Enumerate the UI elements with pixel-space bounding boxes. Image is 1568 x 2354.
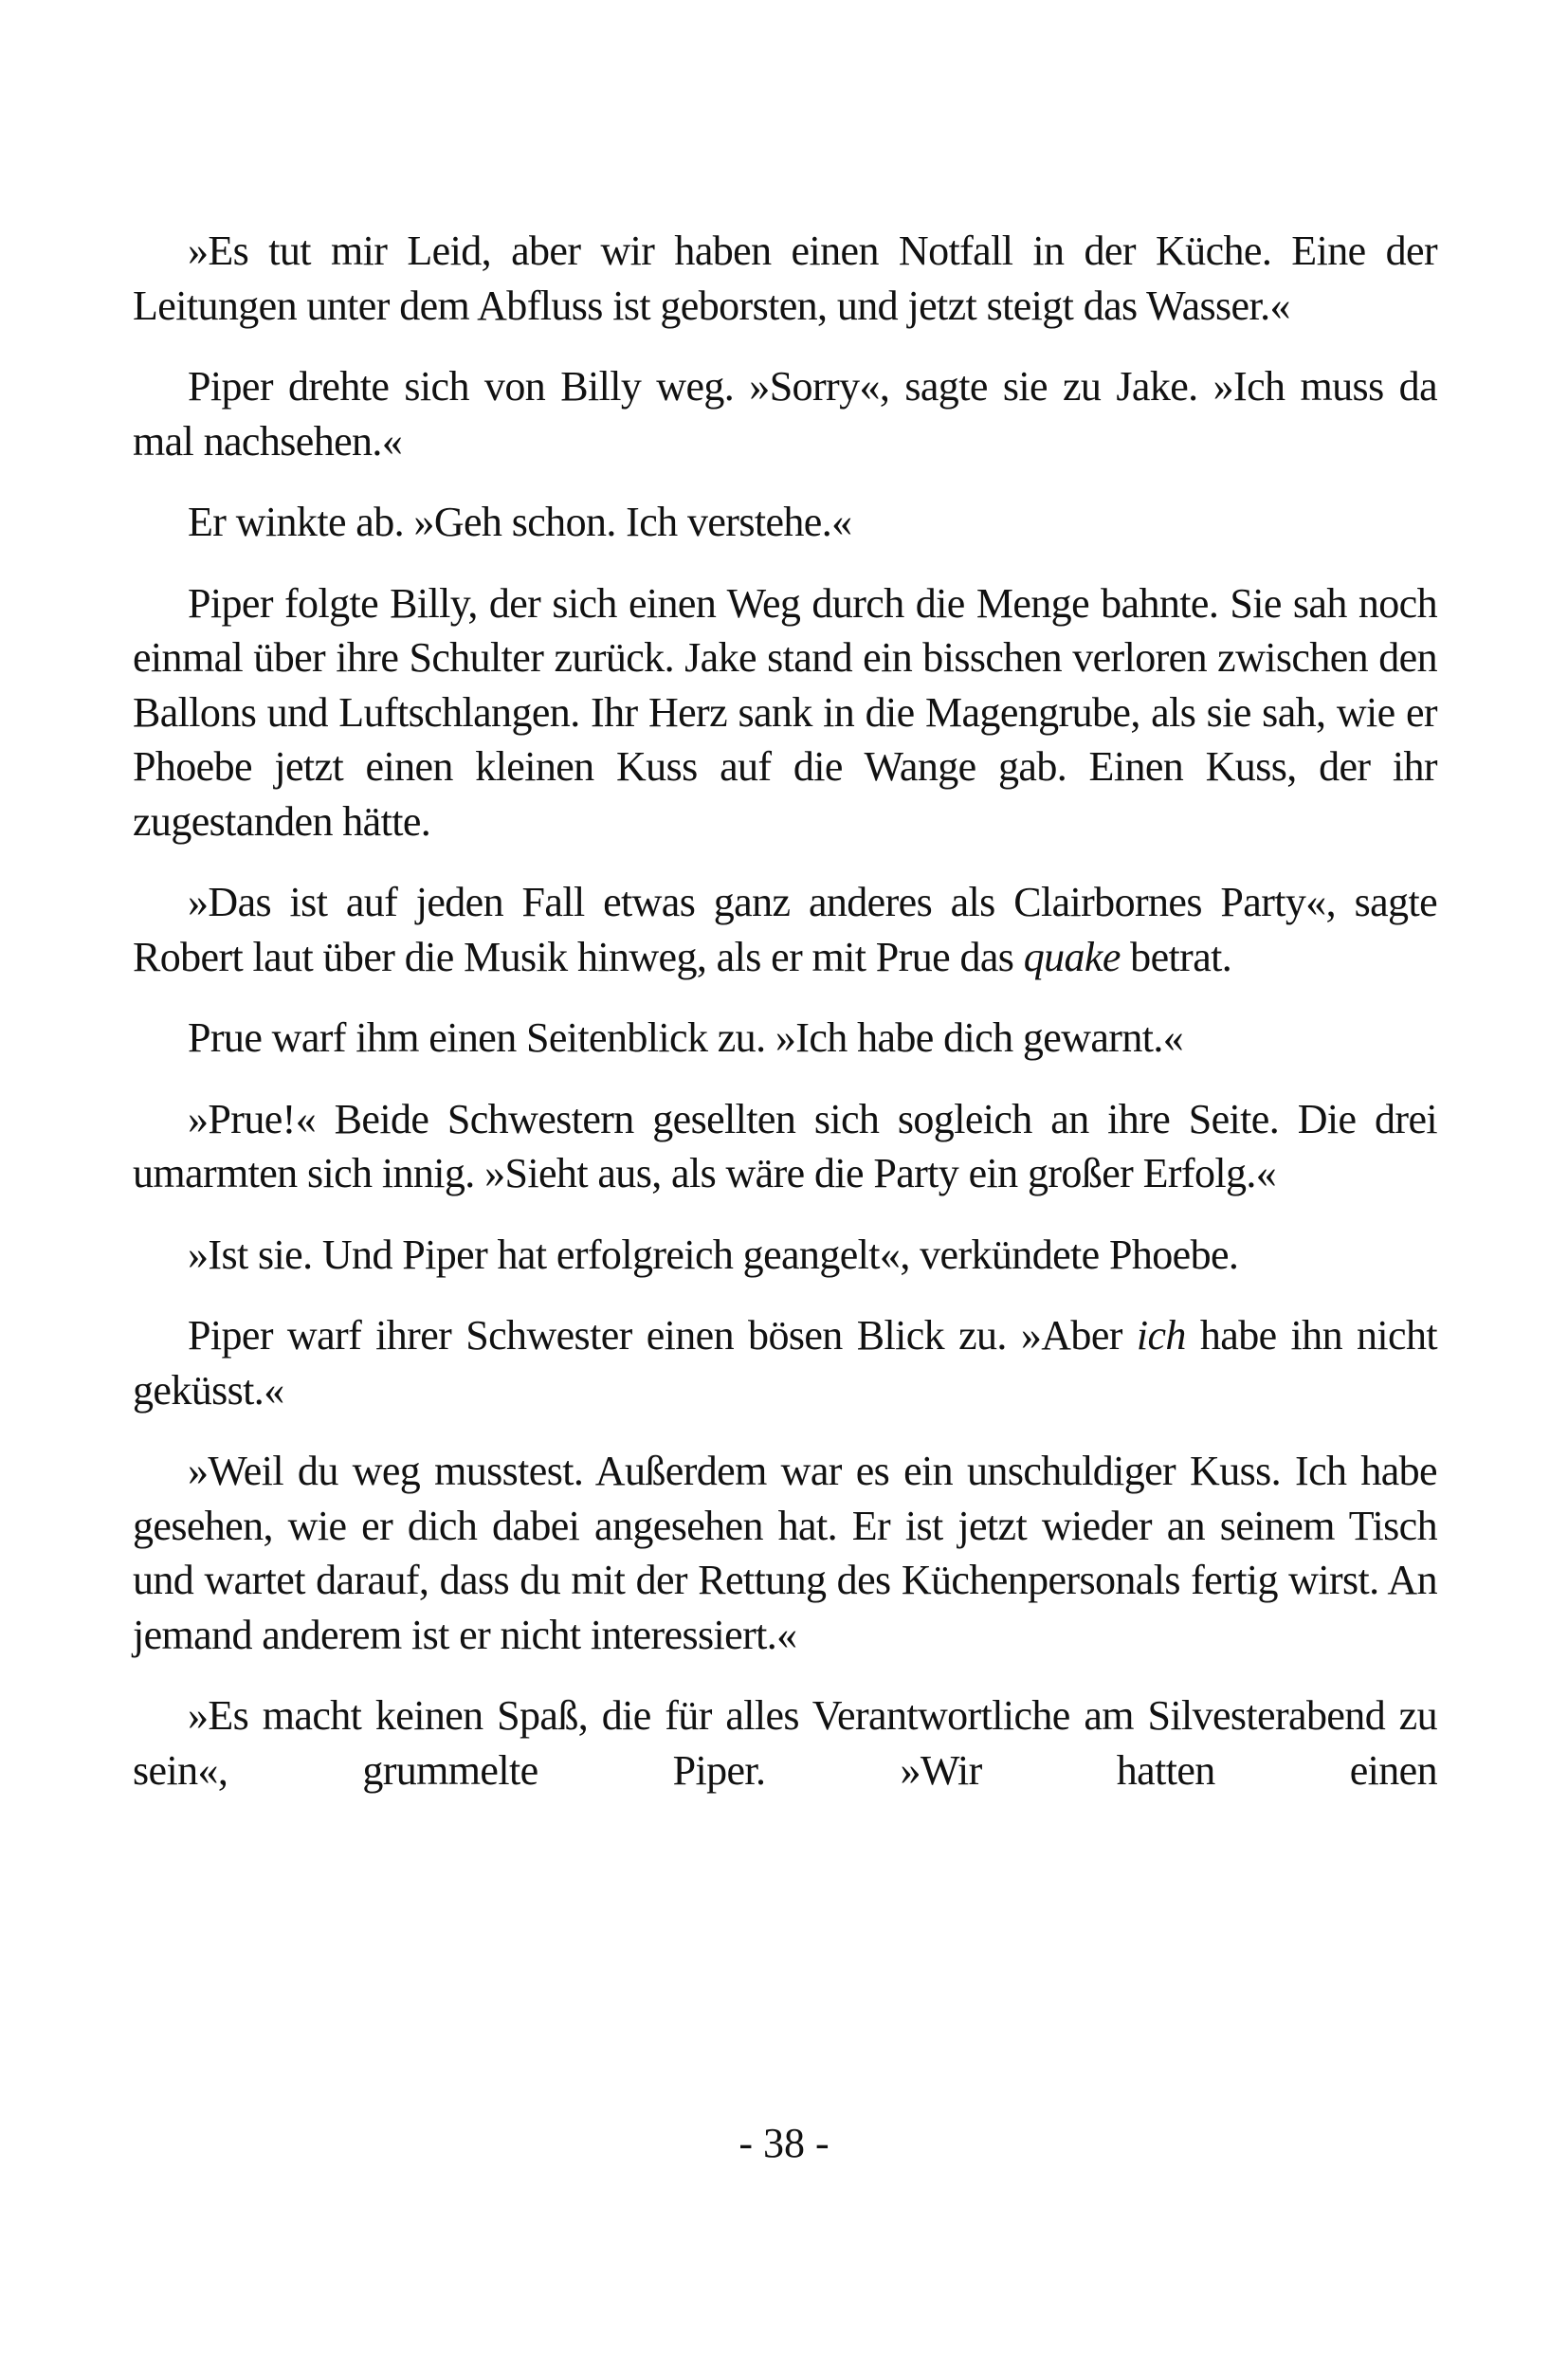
paragraph bbox=[133, 1308, 1437, 1417]
text-segment: habe ihn nicht geküsst.« bbox=[133, 1312, 1437, 1414]
paragraph bbox=[133, 1092, 1437, 1201]
paragraph bbox=[133, 495, 1437, 550]
text-segment: »Es macht keinen Spaß, die für alles Verantwortliche am Silvesterabend zu sein«, grummelte Piper. »Wir hatten einen bbox=[133, 1692, 1437, 1794]
text-segment: »Ist sie. Und Piper hat erfolgreich geangelt«, verkündete Phoebe. bbox=[188, 1231, 1239, 1278]
text-segment: »Weil du weg musstest. Außerdem war es ein unschuldiger Kuss. Ich habe gesehen, wie er dich dabei angesehen hat. Er ist jetzt wieder an seinem Tisch und wartet darauf, dass du mit der Rettung des Küchenpersonals fertig wirst. An jemand anderem ist er nicht interessiert.« bbox=[133, 1448, 1437, 1658]
text-segment: Piper warf ihrer Schwester einen bösen Blick zu. »Aber bbox=[188, 1312, 1137, 1359]
text-segment: »Prue!« Beide Schwestern gesellten sich sogleich an ihre Seite. Die drei umarmten sich innig. »Sieht aus, als wäre die Party ein großer Erfolg.« bbox=[133, 1095, 1437, 1196]
paragraph bbox=[133, 359, 1437, 468]
body-text bbox=[133, 224, 1437, 1824]
text-segment: betrat. bbox=[1120, 933, 1232, 980]
text-segment: Piper drehte sich von Billy weg. »Sorry«, sagte sie zu Jake. »Ich muss da mal nachsehen.« bbox=[133, 363, 1437, 465]
text-segment: Er winkte ab. »Geh schon. Ich verstehe.« bbox=[188, 499, 852, 545]
paragraph bbox=[133, 1688, 1437, 1797]
paragraph bbox=[133, 576, 1437, 849]
text-segment: Piper folgte Billy, der sich einen Weg durch die Menge bahnte. Sie sah noch einmal über ihre Schulter zurück. Jake stand ein bisschen verloren zwischen den Ballons und Luftschlangen. Ihr Herz sank in die Magengrube, als sie sah, wie er Phoebe jetzt einen kleinen Kuss auf die Wange gab. Einen Kuss, der ihr zugestanden hätte. bbox=[133, 579, 1437, 845]
paragraph bbox=[133, 875, 1437, 984]
paragraph bbox=[133, 224, 1437, 333]
text-segment: Prue warf ihm einen Seitenblick zu. »Ich habe dich gewarnt.« bbox=[188, 1014, 1184, 1061]
paragraph bbox=[133, 1011, 1437, 1066]
paragraph bbox=[133, 1444, 1437, 1662]
text-segment: »Es tut mir Leid, aber wir haben einen Notfall in der Küche. Eine der Leitungen unter dem Abfluss ist geborsten, und jetzt steigt das Wasser.« bbox=[133, 228, 1437, 329]
paragraph bbox=[133, 1228, 1437, 1283]
emphasis-text: ich bbox=[1136, 1312, 1186, 1359]
page-number: - 38 - bbox=[738, 2120, 830, 2166]
emphasis-text: quake bbox=[1023, 933, 1121, 980]
text-segment: »Das ist auf jeden Fall etwas ganz anderes als Clairbornes Party«, sagte Robert laut über die Musik hinweg, als er mit Prue das bbox=[133, 879, 1437, 980]
